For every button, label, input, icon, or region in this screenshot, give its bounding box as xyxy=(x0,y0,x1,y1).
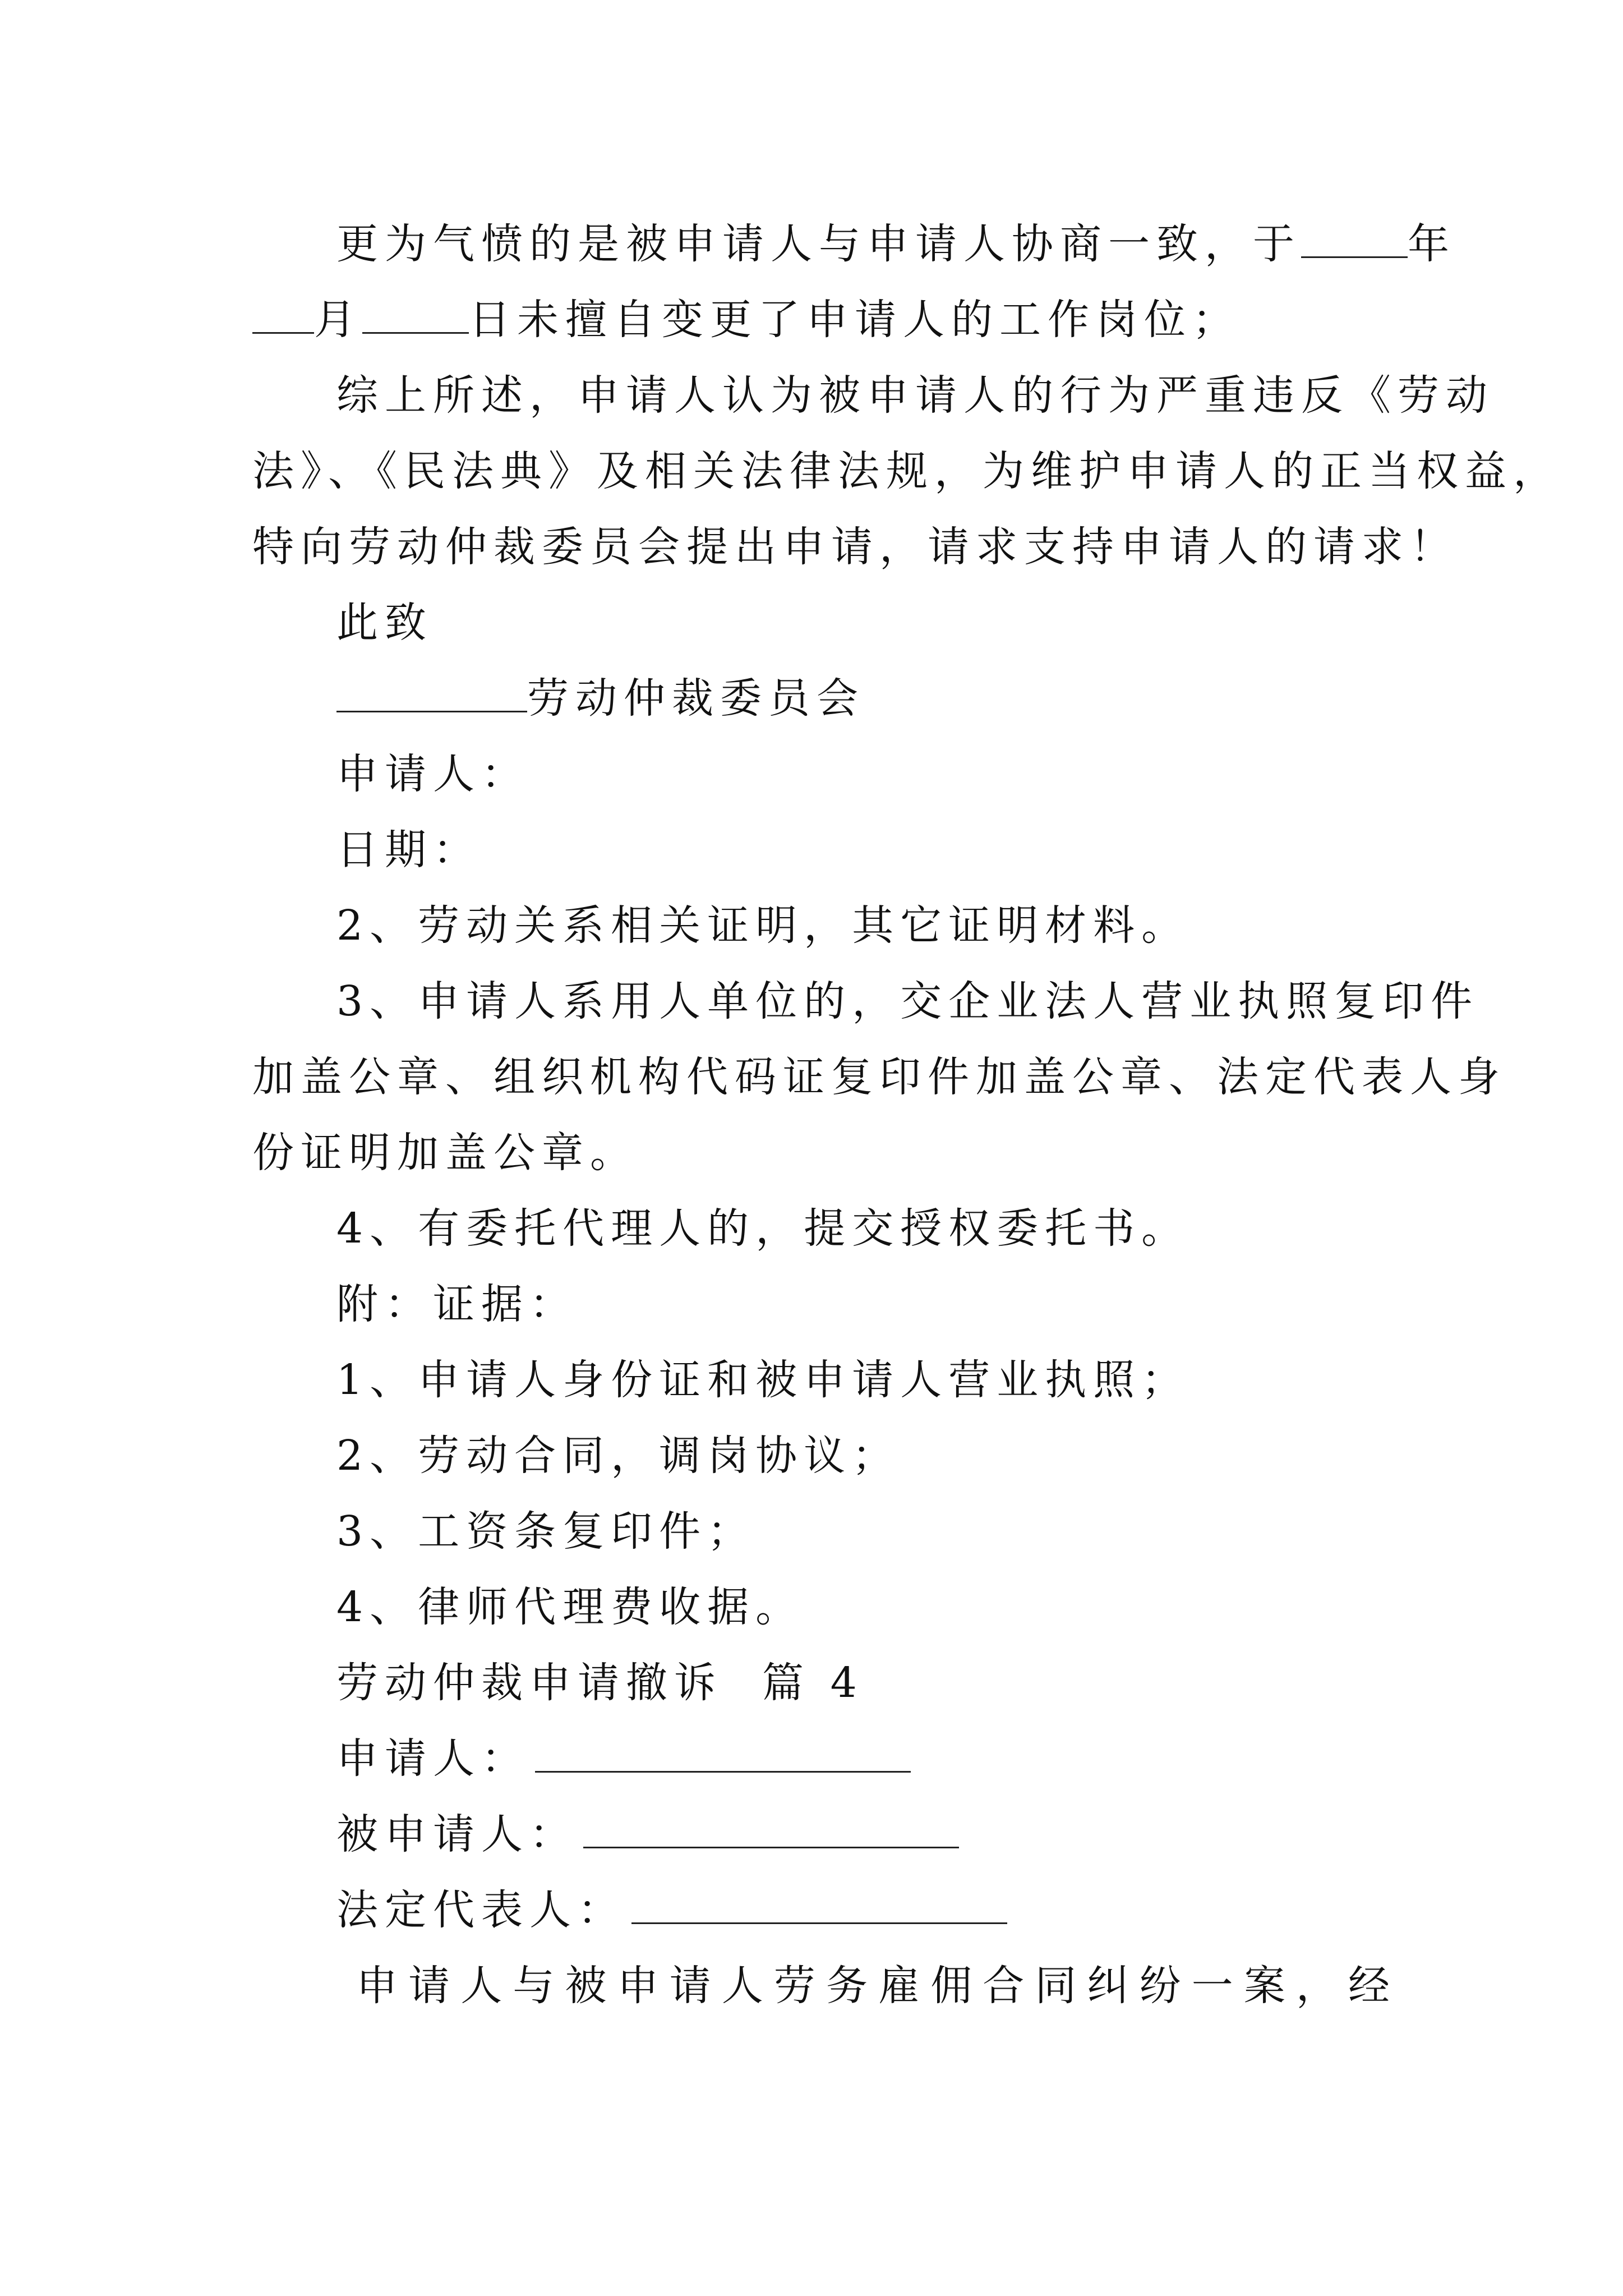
evidence-item: 1、申请人身份证和被申请人营业执照； xyxy=(336,1356,1190,1404)
evidence-item: 2、劳动合同，调岗协议； xyxy=(336,1432,901,1480)
signature-date: 日期： xyxy=(336,826,481,874)
applicant-field-row xyxy=(336,1731,1396,1787)
committee-blank xyxy=(336,671,527,712)
applicant-field-label: 申请人： xyxy=(336,1734,529,1783)
material-item-3-line-1: 3、申请人系用人单位的，交企业法人营业执照复印件 xyxy=(336,977,1479,1025)
day-blank xyxy=(362,293,469,334)
paragraph-2-line-3: 特向劳动仲裁委员会提出申请，请求支持申请人的请求！ xyxy=(252,523,1458,571)
material-item-4: 4、有委托代理人的，提交授权委托书。 xyxy=(336,1204,1190,1253)
committee-name: 劳动仲裁委员会 xyxy=(527,674,865,723)
paragraph-1-line-1 xyxy=(336,216,1456,272)
legal-rep-field-blank xyxy=(631,1883,1007,1924)
applicant-field-blank xyxy=(535,1732,911,1773)
year-blank xyxy=(1301,217,1408,258)
material-item-3-line-3: 份证明加盖公章。 xyxy=(252,1129,638,1177)
applicant-signature: 申请人： xyxy=(336,750,529,798)
paragraph-1-line-2 xyxy=(252,292,1396,348)
year-label: 年 xyxy=(1408,220,1456,268)
section-4-title: 劳动仲裁申请撤诉 篇 4 xyxy=(336,1659,864,1707)
paragraph-1-rest: 日未擅自变更了申请人的工作岗位； xyxy=(469,296,1241,344)
salutation: 此致 xyxy=(336,599,433,647)
section-4-body-line-1: 申请人与被申请人劳务雇佣合同纠纷一案，经 xyxy=(356,1962,1396,2010)
material-item-2: 2、劳动关系相关证明，其它证明材料。 xyxy=(336,901,1190,950)
respondent-field-label: 被申请人： xyxy=(336,1810,578,1858)
committee-line xyxy=(336,670,1396,726)
evidence-item: 3、工资条复印件； xyxy=(336,1507,756,1556)
respondent-field-blank xyxy=(583,1807,959,1848)
month-blank xyxy=(252,293,314,334)
respondent-field-row xyxy=(336,1806,1396,1862)
paragraph-1-text: 更为气愤的是被申请人与申请人协商一致，于 xyxy=(336,220,1301,268)
month-label: 月 xyxy=(314,296,362,344)
evidence-item: 4、律师代理费收据。 xyxy=(336,1583,804,1631)
paragraph-2-line-1: 综上所述，申请人认为被申请人的行为严重违反《劳动 xyxy=(336,371,1494,420)
material-item-3-line-2: 加盖公章、组织机构代码证复印件加盖公章、法定代表人身 xyxy=(252,1053,1506,1101)
legal-rep-field-row xyxy=(336,1882,1396,1938)
paragraph-2-line-2: 法》、《民法典》及相关法律法规，为维护申请人的正当权益， xyxy=(252,447,1561,495)
evidence-heading: 附：证据： xyxy=(336,1280,578,1328)
legal-rep-field-label: 法定代表人： xyxy=(336,1886,626,1934)
